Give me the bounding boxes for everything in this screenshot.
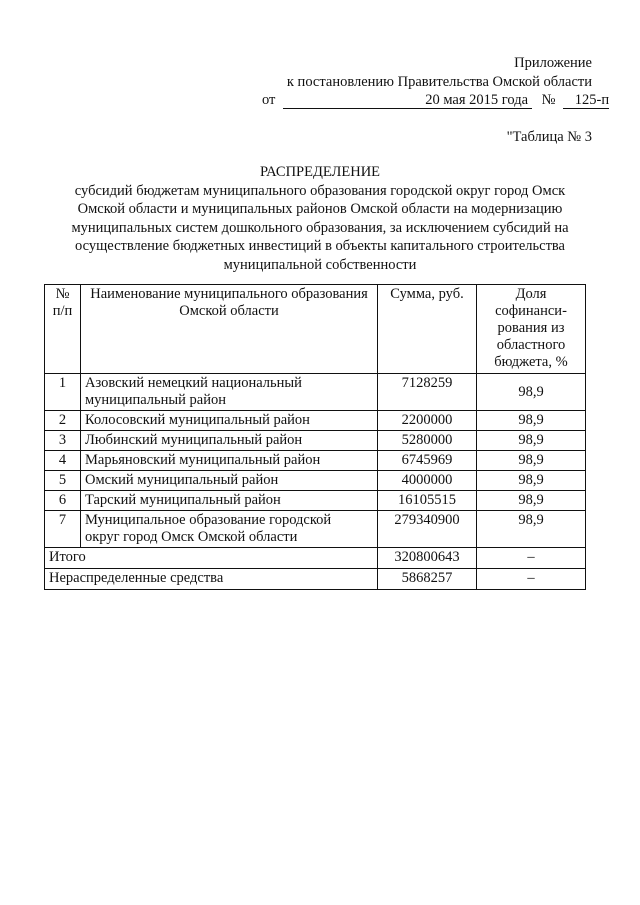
- row-num: 3: [45, 431, 81, 451]
- row-sum: 5280000: [378, 431, 477, 451]
- header-name: Наименование муниципального образования Омской области: [81, 285, 378, 374]
- table-row: [45, 374, 586, 411]
- row-num: 7: [45, 511, 81, 548]
- row-share: 98,9: [477, 511, 586, 548]
- row-name: Марьяновский муниципальный район: [81, 451, 378, 471]
- row-num: 1: [45, 374, 81, 411]
- header-num: № п/п: [45, 285, 81, 374]
- row-sum: 2200000: [378, 411, 477, 431]
- table-header-row: [45, 285, 586, 374]
- row-name: Любинский муниципальный район: [81, 431, 378, 451]
- unallocated-label: Нераспределенные средства: [45, 569, 378, 590]
- row-share: 98,9: [477, 491, 586, 511]
- row-name: Муниципальное образование городской округ город Омск Омской области: [81, 511, 378, 548]
- unallocated-share: –: [477, 569, 586, 590]
- table-row: [45, 471, 586, 491]
- row-sum: 7128259: [378, 374, 477, 411]
- row-share: 98,9: [477, 411, 586, 431]
- row-name: Колосовский муниципальный район: [81, 411, 378, 431]
- total-share: –: [477, 548, 586, 569]
- row-num: 4: [45, 451, 81, 471]
- total-label: Итого: [45, 548, 378, 569]
- title-line: муниципальной собственности: [223, 256, 417, 273]
- row-num: 2: [45, 411, 81, 431]
- table-row: [45, 411, 586, 431]
- table-row: [45, 511, 586, 548]
- row-name: Омский муниципальный район: [81, 471, 378, 491]
- row-num: 5: [45, 471, 81, 491]
- title-block: [40, 163, 600, 274]
- header-share: Доля софинанси- рования из областного бюджета, %: [477, 285, 586, 374]
- distribution-table: [44, 284, 586, 590]
- row-num: 6: [45, 491, 81, 511]
- unallocated-sum: 5868257: [378, 569, 477, 590]
- row-sum: 6745969: [378, 451, 477, 471]
- row-name: Тарский муниципальный район: [81, 491, 378, 511]
- resolution-date-line: [262, 92, 609, 109]
- total-row: [45, 548, 586, 569]
- row-share: 98,9: [477, 374, 586, 411]
- resolution-number: 125-п: [563, 92, 609, 109]
- header-sum: Сумма, руб.: [378, 285, 477, 374]
- unallocated-row: [45, 569, 586, 590]
- title-line: Омской области и муниципальных районов Омской области на модернизацию: [77, 201, 563, 217]
- row-sum: 4000000: [378, 471, 477, 491]
- table-row: [45, 491, 586, 511]
- row-share: 98,9: [477, 451, 586, 471]
- number-prefix: №: [541, 92, 556, 108]
- title-heading: РАСПРЕДЕЛЕНИЕ: [259, 164, 381, 180]
- resolution-date: 20 мая 2015 года: [283, 92, 532, 109]
- row-share: 98,9: [477, 471, 586, 491]
- row-sum: 279340900: [378, 511, 477, 548]
- resolution-reference: к постановлению Правительства Омской области: [286, 74, 592, 90]
- row-name: Азовский немецкий национальный муниципальный район: [81, 374, 378, 411]
- table-row: [45, 451, 586, 471]
- table-row: [45, 431, 586, 451]
- date-prefix: от: [262, 92, 276, 108]
- row-share: 98,9: [477, 431, 586, 451]
- table-label: "Таблица № 3: [506, 129, 592, 145]
- title-line: осуществление бюджетных инвестиций в объекты капитального строительства: [75, 238, 565, 254]
- title-line: субсидий бюджетам муниципального образования городской округ город Омск: [74, 182, 566, 199]
- total-sum: 320800643: [378, 548, 477, 569]
- title-line: муниципальных систем дошкольного образования, за исключением субсидий на: [71, 219, 569, 236]
- row-sum: 16105515: [378, 491, 477, 511]
- appendix-label: Приложение: [514, 55, 592, 71]
